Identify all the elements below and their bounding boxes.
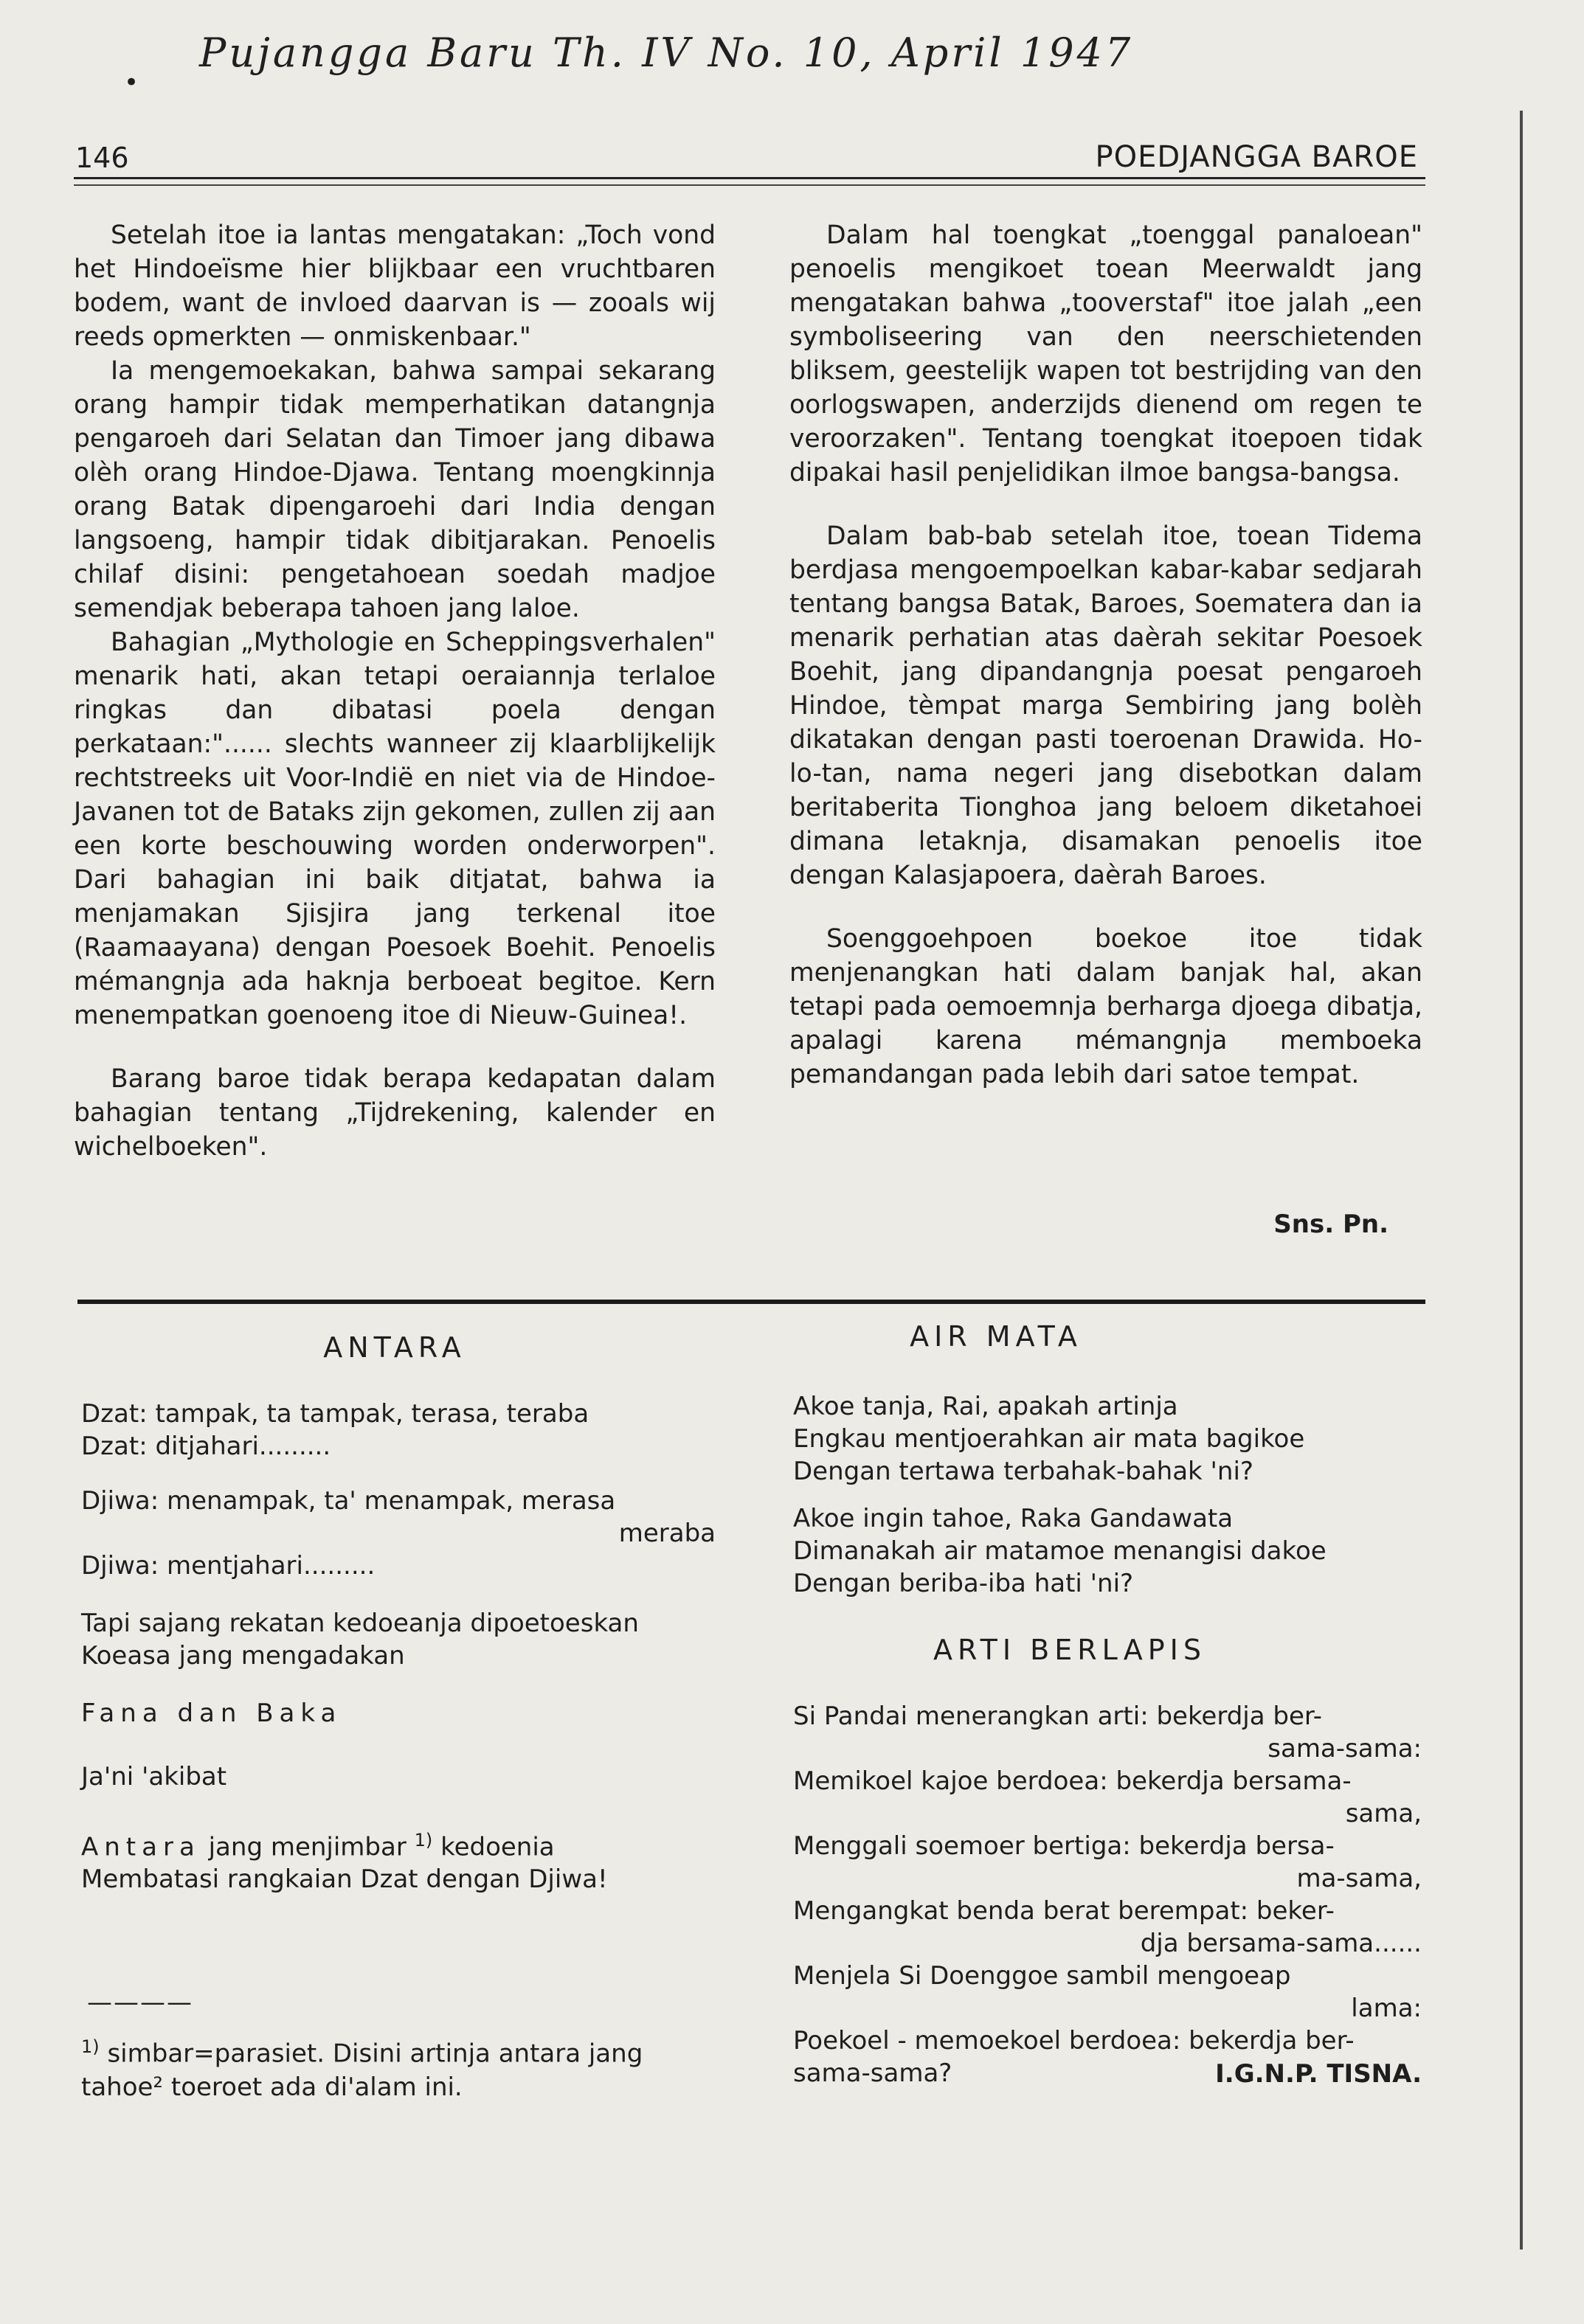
review-left-column [74,218,716,1164]
header-rule-thin [74,184,1425,186]
poem-author-signature: I.G.N.P. TISNA. [1215,2059,1422,2089]
poem-line: Ja'ni 'akibat [81,1762,227,1791]
poem-word: Antara [81,1832,201,1862]
poem-line: Memikoel kajoe berdoea: bekerdja bersama- [793,1766,1352,1796]
poem-line: Engkau mentjoerahkan air mata bagikoe [793,1424,1305,1454]
review-paragraph: Barang baroe tidak berapa kedapatan dalam bahagian tentang „Tijdrekening, kalender en wichelboeken". [74,1064,716,1162]
poem-line: lama: [1351,1994,1422,2023]
poem-line: Djiwa: menampak, ta' menampak, merasa [81,1486,616,1516]
poem-line: Mengangkat benda berat berempat: beker- [793,1896,1335,1926]
footnote [81,2030,716,2104]
poem-line: Dimanakah air matamoe menangisi dakoe [793,1536,1327,1566]
poem-line: Menjela Si Doenggoe sambil mengoeap [793,1961,1291,1991]
poem-line: Dengan beriba-iba hati 'ni? [793,1569,1134,1598]
poem-line: Poekoel - memoekoel berdoea: bekerdja ber- [793,2026,1355,2056]
running-header: POEDJANGGA BAROE [1095,140,1418,174]
poem-air-mata [793,1390,1428,1600]
poem-antara [81,1398,716,1895]
poem-line: ma-sama, [1296,1864,1422,1893]
footnote-text: simbar=parasiet. Disini artinja antara jang tahoe² toeroet ada di'alam ini. [81,2039,643,2103]
footnote-separator: ———— [87,1988,193,2017]
header-rule [74,177,1425,179]
poem-line: Menggali soemoer bertiga: bekerdja bersa- [793,1831,1335,1861]
footnote-mark: 1) [81,2036,100,2057]
poem-title-arti-berlapis: ARTI BERLAPIS [933,1634,1206,1666]
poem-arti-berlapis [793,1700,1422,2089]
review-paragraph: Setelah itoe ia lantas mengatakan: „Toch vond het Hindoeïsme hier blijkbaar een vruchtbaren bodem, want de invloed daarvan is — zooals wij reeds opmerkten — onmiskenbaar." [74,221,716,352]
poem-line: Membatasi rangkaian Dzat dengan Djiwa! [81,1865,608,1895]
poem-line: Akoe ingin tahoe, Raka Gandawata [793,1504,1234,1533]
poem-line: Si Pandai menerangkan arti: bekerdja ber- [793,1702,1322,1731]
poem-title-air-mata: AIR MATA [910,1320,1082,1353]
poem-line: Fana dan Baka [81,1699,342,1728]
poem-line: sama-sama: [1267,1734,1422,1763]
poem-line: Dzat: tampak, ta tampak, terasa, teraba [81,1399,589,1429]
poem-line: meraba [618,1519,716,1548]
review-paragraph: Dalam hal toengkat „toenggal panaloean" penoelis mengikoet toean Meerwaldt jang mengatakan bahwa „tooverstaf" itoe jalah „een symboliseering van den neerschietenden bliksem, geestelijk wapen tot bestrijding van den oorlogswapen, anderzijds dienend om regen te veroorzaken". Tentang toengkat itoepoen tidak dipakai hasil penjelidikan ilmoe bangsa-bangsa. [789,221,1422,488]
review-paragraph: Soenggoehpoen boekoe itoe tidak menjenangkan hati dalam banjak hal, akan tetapi pada oemoemnja berharga djoega dibatja, apalagi karena mémangnja memboeka pemandangan pada lebih dari satoe tempat. [789,924,1422,1089]
poem-line: Koeasa jang mengadakan [81,1641,405,1671]
handwritten-annotation: Pujangga Baru Th. IV No. 10, April 1947 [199,30,1134,76]
review-paragraph: Dalam bab-bab setelah itoe, toean Tidema berdjasa mengoempoelkan kabar-kabar sedjarah tentang bangsa Batak, Baroes, Soematera dan ia menarik perhatian atas daèrah sekitar Poesoek Boehit, jang dipandangnja poesat pengaroeh Hindoe, tèmpat marga Sembiring jang bolèh dikatakan dengan pasti toeroenan Drawida. Ho-lo-tan, nama negeri jang disebotkan dalam beritaberita Tionghoa jang beloem diketahoei dimana letaknja, disamakan penoelis itoe dengan Kalasjapoera, daèrah Baroes. [789,521,1422,890]
poem-title-antara: ANTARA [323,1331,466,1364]
poem-line [81,1824,716,1863]
review-right-column [789,218,1422,1092]
poem-line: Tapi sajang rekatan kedoeanja dipoetoeskan [81,1609,639,1638]
section-divider [77,1300,1425,1304]
poem-line: sama-sama? [793,2058,952,2088]
poem-line: dja bersama-sama...... [1140,1929,1422,1958]
poem-line: Dengan tertawa terbahak-bahak 'ni? [793,1457,1253,1486]
poem-line: sama, [1345,1799,1422,1828]
page-number: 146 [75,142,129,174]
poem-line: Djiwa: mentjahari......... [81,1551,376,1581]
poem-line: Akoe tanja, Rai, apakah artinja [793,1392,1178,1421]
review-signature: Sns. Pn. [1273,1210,1388,1239]
footnote-ref: 1) [414,1830,433,1850]
poem-word: kedoenia [440,1832,555,1862]
page-edge-shadow [1520,111,1523,2250]
poem-word: jang menjimbar [208,1832,407,1862]
review-paragraph: Ia mengemoekakan, bahwa sampai sekarang orang hampir tidak memperhatikan datangnja pengaroeh dari Selatan dan Timoer jang dibawa olèh orang Hindoe-Djawa. Tentang moengkinnja orang Batak dipengaroehi dari India dengan langsoeng, hampir tidak dibitjarakan. Penoelis chilaf disini: pengetahoean soedah madjoe semendjak beberapa tahoen jang laloe. [74,356,716,623]
poem-line: Dzat: ditjahari......... [81,1432,331,1461]
review-paragraph: Bahagian „Mythologie en Scheppingsverhalen" menarik hati, akan tetapi oeraiannja terlaloe ringkas dan dibatasi poela dengan perkataan:"...... slechts wanneer zij klaarblijkelijk rechtstreeks uit Voor-Indië en niet via de Hindoe-Javanen tot de Bataks zijn gekomen, zullen zij aan een korte beschouwing worden onderworpen". Dari bahagian ini baik ditjatat, bahwa ia menjamakan Sjisjira jang terkenal itoe (Raamaayana) dengan Poesoek Boehit. Penoelis mémangnja ada haknja berboeat begitoe. Kern menempatkan goenoeng itoe di Nieuw-Guinea!. [74,628,716,1030]
ink-dot: • [124,68,139,97]
